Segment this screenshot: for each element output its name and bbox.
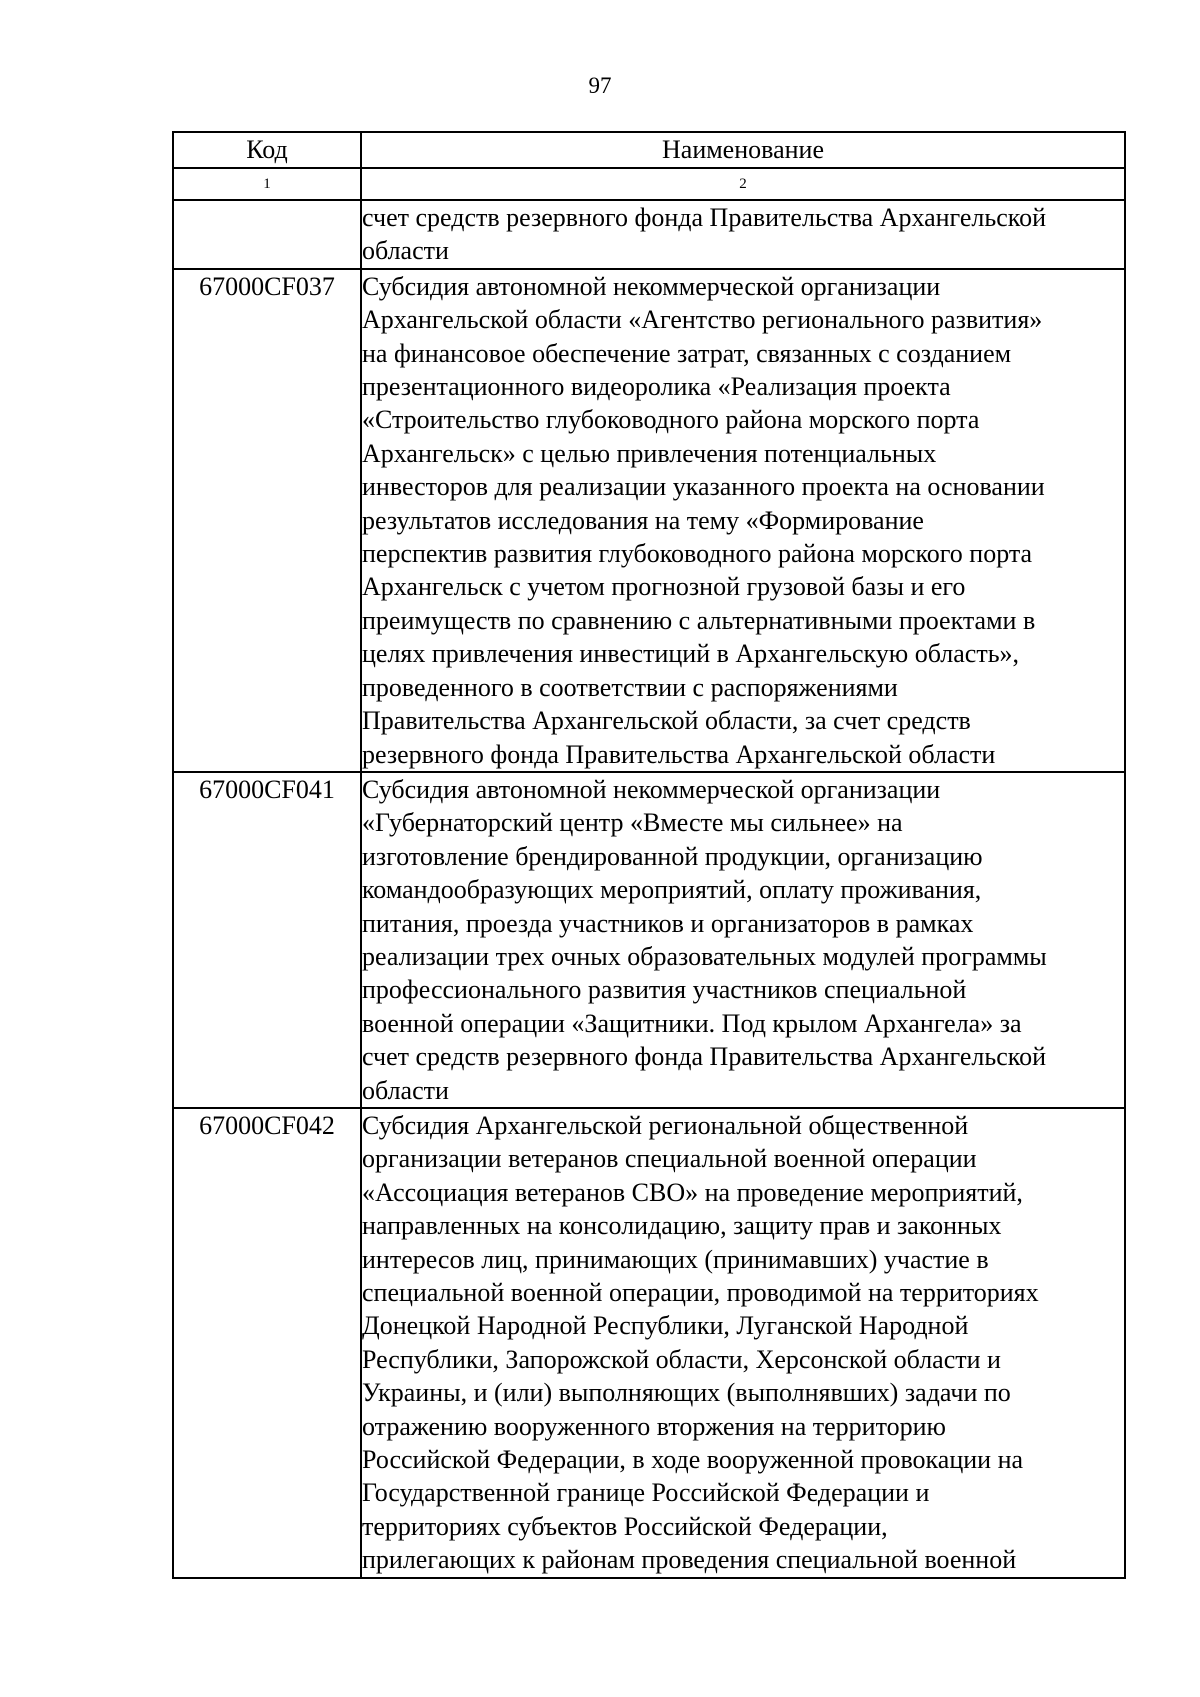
- name-text-line: Украины, и (или) выполняющих (выполнявших) задачи по: [362, 1378, 1011, 1408]
- column-number-1: 1: [173, 168, 361, 200]
- name-text-line: профессионального развития участников специальной: [362, 975, 967, 1005]
- row-name: [361, 772, 1125, 1108]
- row-name: [361, 200, 1125, 269]
- name-text-line: реализации трех очных образовательных модулей программы: [362, 941, 1047, 971]
- name-text-line: преимуществ по сравнению с альтернативными проектами в: [362, 605, 1036, 635]
- name-text-line: питания, проезда участников и организаторов в рамках: [362, 908, 974, 938]
- table-body: [173, 200, 1125, 1578]
- name-text-line: Субсидия автономной некоммерческой организации: [362, 774, 941, 804]
- table-header-row: [173, 132, 1125, 168]
- name-text-line: на финансовое обеспечение затрат, связанных с созданием: [362, 338, 1012, 368]
- name-text-line: Российской Федерации, в ходе вооруженной провокации на: [362, 1445, 1024, 1475]
- name-text-line: территориях субъектов Российской Федерации,: [362, 1511, 888, 1541]
- name-text-line: Архангельск с учетом прогнозной грузовой базы и его: [362, 572, 966, 602]
- row-code: [173, 200, 361, 269]
- name-text-line: направленных на консолидацию, защиту прав и законных: [362, 1211, 1002, 1241]
- name-text-line: проведенного в соответствии с распоряжениями: [362, 672, 898, 702]
- name-text-line: «Строительство глубоководного района морского порта: [362, 405, 980, 435]
- row-code: 67000CF042: [173, 1108, 361, 1578]
- header-code: Код: [173, 132, 361, 168]
- table-row: [173, 200, 1125, 269]
- row-code: 67000CF037: [173, 269, 361, 772]
- name-text-line: «Ассоциация ветеранов СВО» на проведение мероприятий,: [362, 1177, 1023, 1207]
- column-number-row: [173, 168, 1125, 200]
- name-text-line: области: [362, 236, 449, 266]
- table-row: [173, 269, 1125, 772]
- page-number: 97: [588, 73, 612, 98]
- budget-code-table: [172, 131, 1126, 1579]
- name-text-line: организации ветеранов специальной военной операции: [362, 1144, 977, 1174]
- name-text-line: перспектив развития глубоководного района морского порта: [362, 539, 1033, 569]
- row-code: 67000CF041: [173, 772, 361, 1108]
- name-text-line: интересов лиц, принимающих (принимавших) участие в: [362, 1244, 989, 1274]
- row-name: [361, 1108, 1125, 1578]
- row-name: [361, 269, 1125, 772]
- name-text-line: Архангельск» с целью привлечения потенциальных: [362, 438, 937, 468]
- table-row: [173, 1108, 1125, 1578]
- name-text-line: инвесторов для реализации указанного проекта на основании: [362, 472, 1045, 502]
- name-text-line: Субсидия автономной некоммерческой организации: [362, 271, 941, 301]
- name-text-line: презентационного видеоролика «Реализация проекта: [362, 372, 951, 402]
- name-text-line: резервного фонда Правительства Архангельской области: [362, 739, 996, 769]
- name-text-line: отражению вооруженного вторжения на территорию: [362, 1411, 946, 1441]
- name-text-line: счет средств резервного фонда Правительства Архангельской: [362, 1042, 1047, 1072]
- name-text-line: Республики, Запорожской области, Херсонской области и: [362, 1344, 1001, 1374]
- name-text-line: специальной военной операции, проводимой на территориях: [362, 1278, 1039, 1307]
- name-text-line: «Губернаторский центр «Вместе мы сильнее» на: [362, 808, 903, 838]
- name-text-line: целях привлечения инвестиций в Архангельскую область»,: [362, 639, 1020, 669]
- name-text-line: Архангельской области «Агентство регионального развития»: [362, 305, 1043, 335]
- name-text-line: военной операции «Защитники. Под крылом Архангела» за: [362, 1008, 1022, 1038]
- name-text-line: Субсидия Архангельской региональной общественной: [362, 1110, 969, 1140]
- table-row: [173, 772, 1125, 1108]
- name-text-line: Правительства Архангельской области, за счет средств: [362, 706, 971, 736]
- column-number-2: 2: [361, 168, 1125, 200]
- name-text-line: Государственной границе Российской Федерации и: [362, 1478, 930, 1508]
- name-text-line: результатов исследования на тему «Формирование: [362, 505, 924, 535]
- name-text-line: изготовление брендированной продукции, организацию: [362, 841, 983, 871]
- header-name: Наименование: [361, 132, 1125, 168]
- name-text-line: области: [362, 1075, 449, 1105]
- name-text-line: Донецкой Народной Республики, Луганской Народной: [362, 1311, 969, 1341]
- name-text-line: прилегающих к районам проведения специальной военной: [362, 1545, 1017, 1575]
- name-text-line: счет средств резервного фонда Правительства Архангельской: [362, 203, 1047, 232]
- name-text-line: командообразующих мероприятий, оплату проживания,: [362, 875, 982, 905]
